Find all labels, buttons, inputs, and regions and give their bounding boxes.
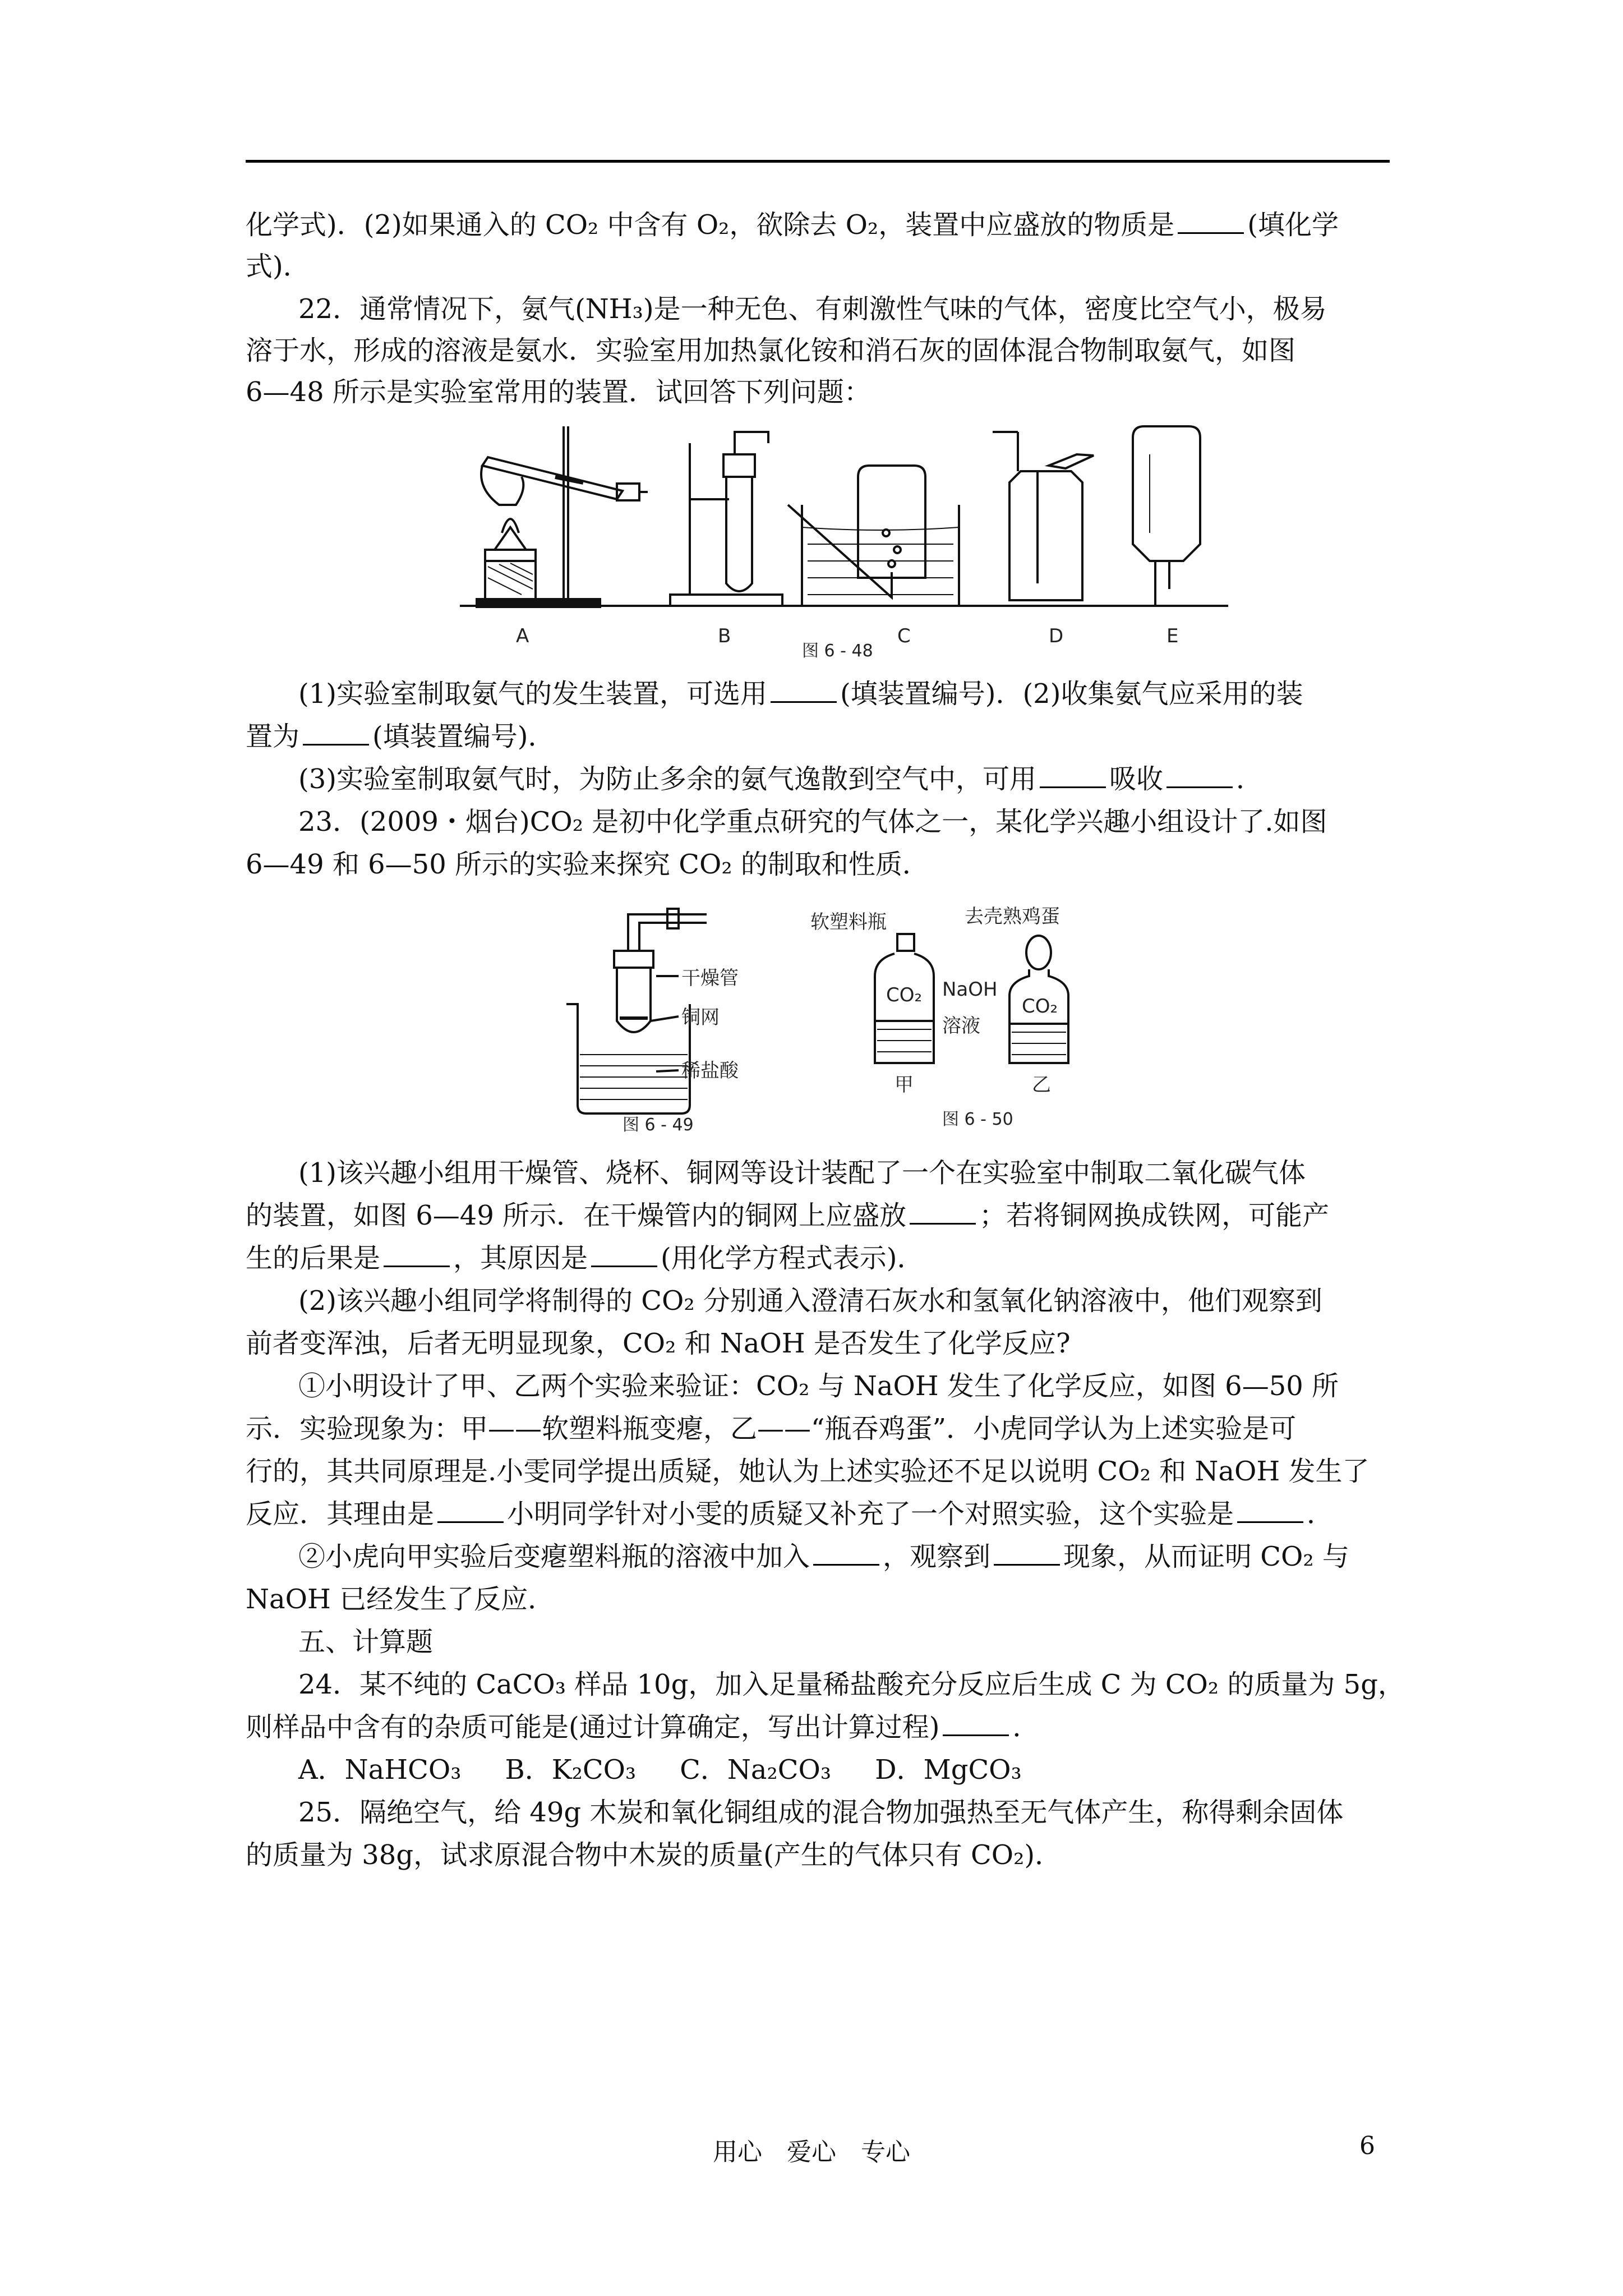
option-a[interactable]: A．NaHCO₃ [298,1754,462,1786]
section-heading: 五、计算题 [298,1626,434,1658]
question-24: 24．某不纯的 CaCO₃ 样品 10g，加入足量稀盐酸充分反应后生成 C 为 CO₂ 的质量为 5g， [298,1669,1405,1700]
text-line: 6—49 和 6—50 所示的实验来探究 CO₂ 的制取和性质． [246,849,929,880]
text-line [246,206,1390,243]
text-line: (1)实验室制取氨气的发生装置，可选用 (填装置编号)．(2)收集氨气应采用的装 [298,675,1390,712]
header-rule [246,160,1390,163]
apparatus-a [477,426,648,607]
answer-blank[interactable] [771,677,837,703]
text-line: NaOH 已经发生了反应． [246,1584,555,1615]
apparatus-b [670,432,782,606]
label-naoh: NaOH [942,978,998,1001]
label-egg: 去壳熟鸡蛋 [965,905,1060,928]
answer-blank[interactable] [1178,208,1244,234]
answer-blank[interactable] [943,1710,1009,1736]
text-line: ①小明设计了甲、乙两个实验来验证：CO₂ 与 NaOH 发生了化学反应，如图 6—50 所 [298,1370,1339,1402]
text-line: 溶于水，形成的溶液是氨水．实验室用加热氯化铵和消石灰的固体混合物制取氨气，如图 [246,335,1296,366]
question-22: 22．通常情况下，氨气(NH₃)是一种无色、有刺激性气味的气体，密度比空气小，极易 [298,293,1327,325]
label-drying-tube: 干燥管 [681,967,739,990]
apparatus-e [1133,426,1200,605]
option-c[interactable]: C．Na₂CO₃ [680,1754,832,1786]
text-line: 置为 (填装置编号)． [246,718,1390,755]
caption-6-48: 图 6 - 48 [802,641,873,661]
question-25: 25．隔绝空气，给 49g 木炭和氧化铜组成的混合物加强热至无气体产生，称得剩余固体 [298,1797,1344,1828]
text: (填化学 [1247,209,1339,241]
text-line: (3)实验室制取氨气时，为防止多余的氨气逸散到空气中，可用 吸收 ． [298,761,1390,798]
answer-blank[interactable] [437,1497,504,1523]
text-line: 生的后果是 ，其原因是 (用化学方程式表示)． [246,1240,1390,1277]
answer-blank[interactable] [384,1241,450,1267]
option-d[interactable]: D．MgCO₃ [875,1754,1022,1786]
answer-blank[interactable] [813,1539,879,1566]
label-e: E [1166,625,1179,647]
label-a: A [516,625,529,647]
label-co2-a: CO₂ [886,984,923,1006]
label-soft-bottle: 软塑料瓶 [810,911,887,933]
apparatus-c [788,466,959,606]
label-co2-b: CO₂ [1022,995,1058,1018]
label-d: D [1049,625,1064,647]
figure-6-49 [561,892,796,1133]
question-23: 23．(2009・烟台)CO₂ 是初中化学重点研究的气体之一，某化学兴趣小组设计了.如图 [298,806,1327,838]
answer-blank[interactable] [910,1198,976,1225]
label-dilute-hcl: 稀盐酸 [681,1060,739,1082]
figure-6-48 [454,421,1239,668]
label-solution: 溶液 [942,1015,980,1037]
answer-blank[interactable] [303,719,369,746]
answer-blank[interactable] [1237,1497,1303,1523]
answer-options [298,1751,1390,1788]
label-yi: 乙 [1032,1074,1051,1096]
option-b[interactable]: B．K₂CO₃ [505,1754,637,1786]
text-line: 的质量为 38g，试求原混合物中木炭的质量(产生的气体只有 CO₂)． [246,1839,1062,1871]
text-line: (2)该兴趣小组同学将制得的 CO₂ 分别通入澄清石灰水和氢氧化钠溶液中，他们观察到 [298,1285,1322,1317]
answer-blank[interactable] [1166,762,1233,788]
text-line: (1)该兴趣小组用干燥管、烧杯、铜网等设计装配了一个在实验室中制取二氧化碳气体 [298,1157,1306,1189]
text-line: ②小虎向甲实验后变瘪塑料瓶的溶液中加入 ，观察到 现象，从而证明 CO₂ 与 [298,1538,1390,1575]
figure-6-50 [808,903,1099,1133]
page-number: 6 [1359,2132,1375,2160]
apparatus-d [993,432,1094,600]
text: 化学式)．(2)如果通入的 CO₂ 中含有 O₂，欲除去 O₂，装置中应盛放的物质是 [246,209,1175,241]
text-line: 则样品中含有的杂质可能是(通过计算确定，写出计算过程) ． [246,1709,1390,1746]
text-line [246,248,1390,285]
text-line: 行的，其共同原理是.小雯同学提出质疑，她认为上述实验还不足以说明 CO₂ 和 NaOH 发生了 [246,1456,1370,1487]
answer-blank[interactable] [1040,762,1106,788]
text-line: 6—48 所示是实验室常用的装置．试回答下列问题： [246,376,871,408]
caption-6-49: 图 6 - 49 [623,1115,694,1133]
label-jia: 甲 [895,1074,914,1096]
answer-blank[interactable] [994,1539,1060,1566]
text-line: 的装置，如图 6—49 所示．在干燥管内的铜网上应盛放 ；若将铜网换成铁网，可能产 [246,1197,1390,1234]
caption-6-50: 图 6 - 50 [942,1110,1013,1129]
footer-motto: 用心 爱心 专心 [713,2138,910,2166]
label-c: C [897,625,911,647]
text-line: 前者变浑浊，后者无明显现象，CO₂ 和 NaOH 是否发生了化学反应? [246,1328,1071,1359]
label-copper-mesh: 铜网 [681,1006,720,1029]
text-line: 示．实验现象为：甲——软塑料瓶变瘪，乙——“瓶吞鸡蛋”．小虎同学认为上述实验是可 [246,1413,1297,1444]
text: 式)． [246,251,310,282]
label-b: B [718,625,731,647]
answer-blank[interactable] [591,1241,657,1267]
text-line: 反应．其理由是 小明同学针对小雯的质疑又补充了一个对照实验，这个实验是 ． [246,1496,1390,1533]
